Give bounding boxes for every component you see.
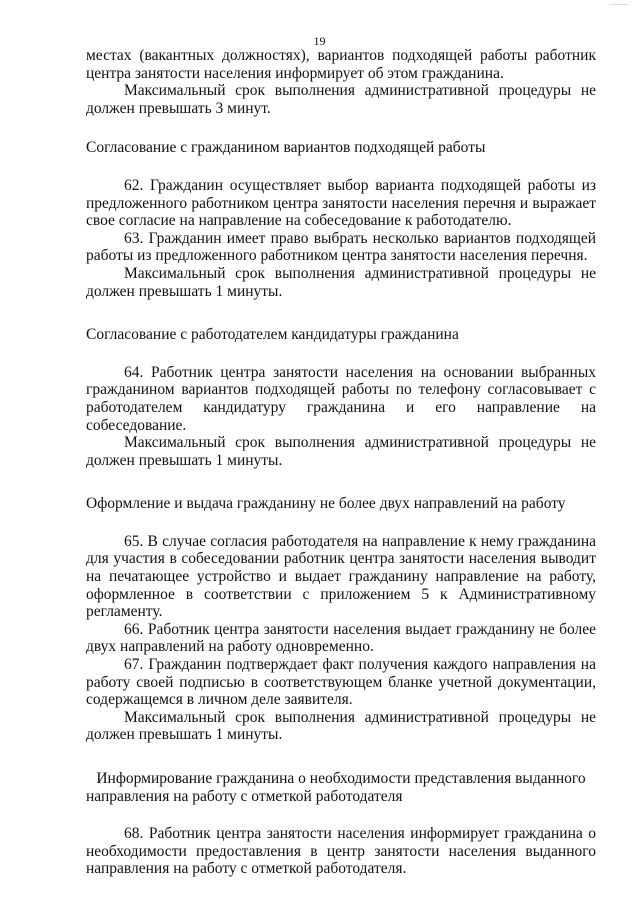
page-number: 19 [313, 34, 326, 48]
paragraph: местах (вакантных должностях), вариантов подходящей работы работник центра занятости населения информирует об этом гражданина. [86, 47, 596, 82]
paragraph: 62. Гражданин осуществляет выбор варианта подходящей работы из предложенного работником центра занятости населения перечня и выражает свое согласие на направление на собеседование к работодателю. [86, 176, 596, 230]
paragraph: 63. Гражданин имеет право выбрать несколько вариантов подходящей работы из предложенного работником центра занятости населения перечня. [86, 229, 596, 265]
paragraph: 65. В случае согласия работодателя на направление к нему гражданина для участия в собеседовании работник центра занятости населения выводит на печатающее устройство и выдает гражданину направление на работу, оформленное в соответствии с приложением 5 к Административному регламенту. [86, 532, 596, 621]
document-body [86, 47, 596, 878]
paragraph: 68. Работник центра занятости населения информирует гражданина о необходимости предоставления в центр занятости населения выданного направления на работу с отметкой работодателя. [86, 825, 596, 878]
paragraph: 66. Работник центра занятости населения выдает гражданину не более двух направлений на работу одновременно. [86, 620, 596, 656]
paragraph: Максимальный срок выполнения административной процедуры не должен превышать 1 минуты. [86, 264, 596, 300]
section-heading: Согласование с работодателем кандидатуры гражданина [86, 326, 459, 344]
paragraph: Максимальный срок выполнения административной процедуры не должен превышать 1 минуты. [86, 708, 596, 744]
section-heading: Согласование с гражданином вариантов подходящей работы [86, 139, 486, 157]
paragraph: Максимальный срок выполнения административной процедуры не должен превышать 1 минуты. [86, 434, 596, 469]
section-heading: Информирование гражданина о необходимости представления выданного направления на работу с отметкой работодателя [86, 770, 586, 805]
scan-artifact [609, 4, 629, 11]
paragraph: 67. Гражданин подтверждает факт получения каждого направления на работу своей подписью в соответствующем бланке учетной документации, содержащемся в личном деле заявителя. [86, 656, 596, 709]
paragraph: Максимальный срок выполнения административной процедуры не должен превышать 3 минут. [86, 82, 596, 117]
paragraph: 64. Работник центра занятости населения на основании выбранных гражданином вариантов подходящей работы по телефону согласовывает с работодателем кандидатуру гражданина и его направление на собеседование. [86, 363, 596, 434]
section-heading: Оформление и выдача гражданину не более двух направлений на работу [86, 495, 566, 513]
